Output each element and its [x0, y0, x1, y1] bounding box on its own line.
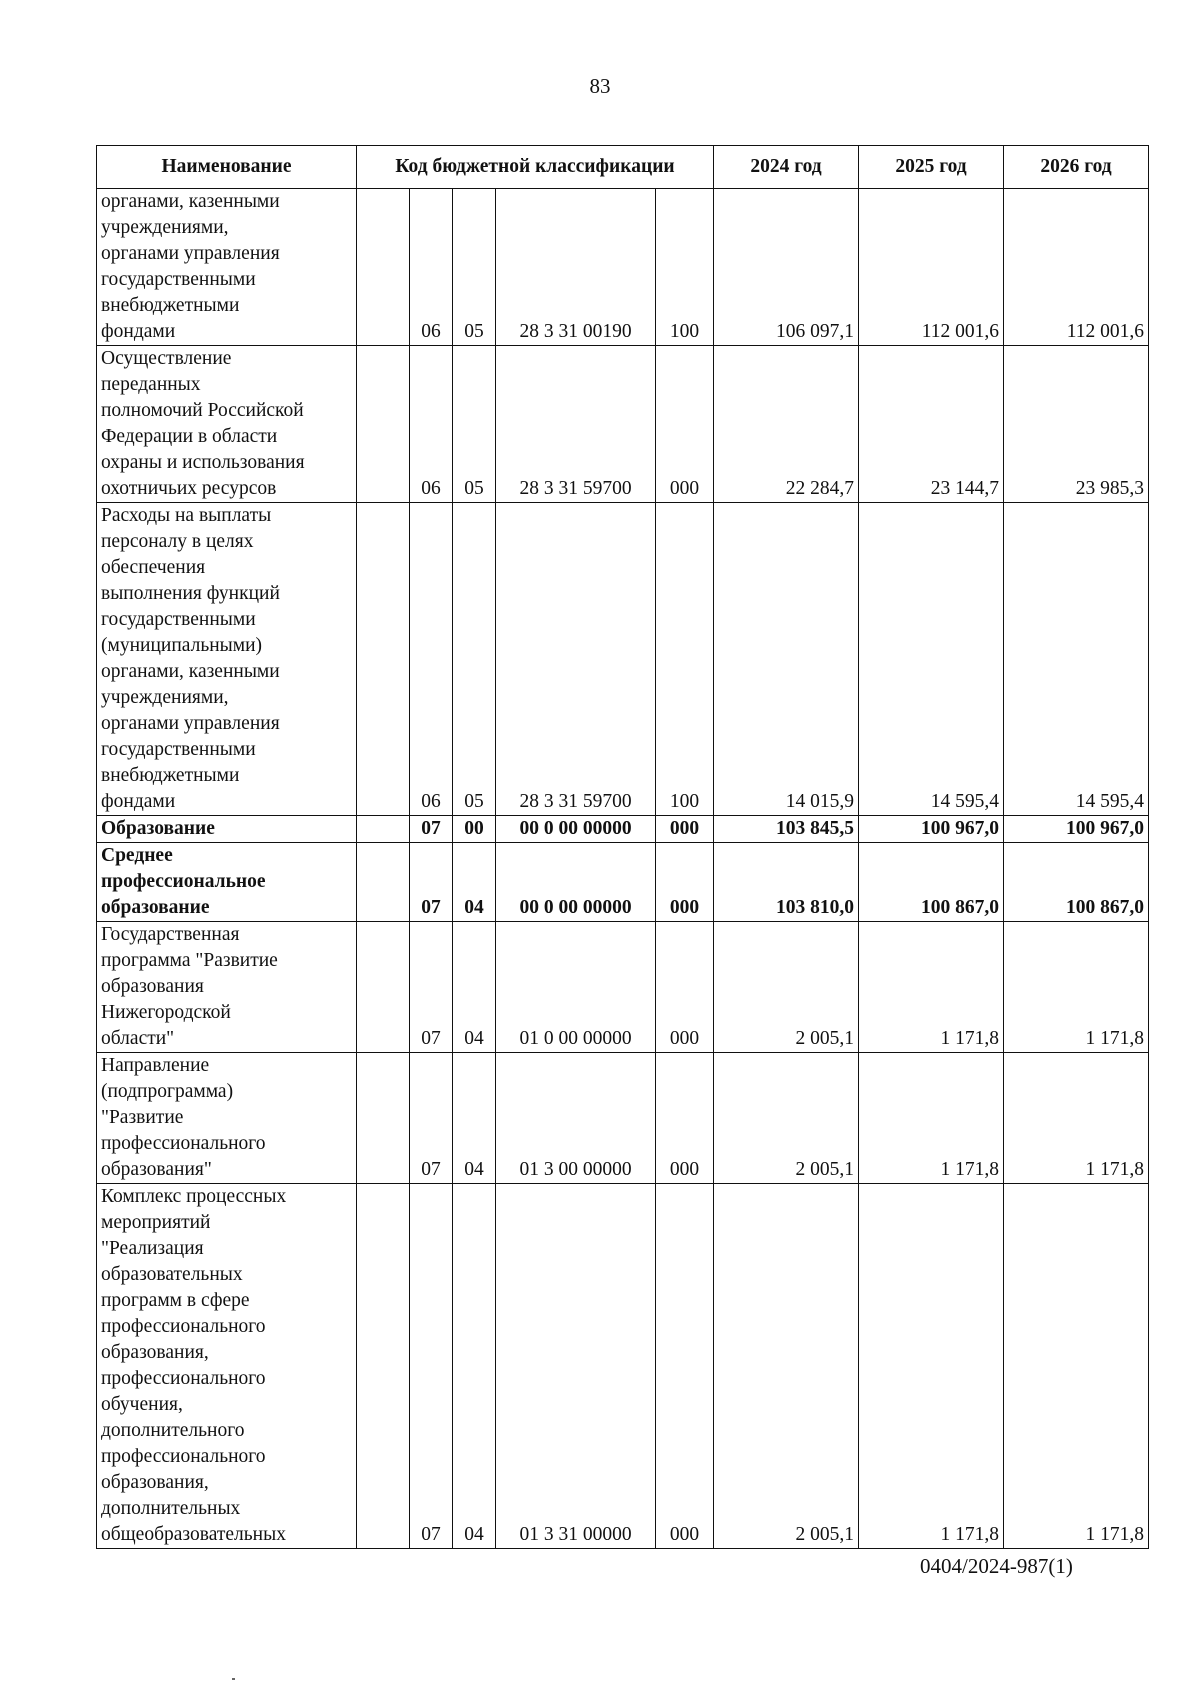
row-name — [97, 346, 357, 503]
target-article-code: 00 0 00 00000 — [496, 816, 656, 843]
section-code: 06 — [410, 346, 453, 503]
row-name-line: фондами — [101, 321, 176, 342]
subsection-code: 04 — [453, 843, 496, 922]
row-name-line: программ в сфере — [101, 1290, 250, 1311]
expense-type-code: 100 — [656, 503, 714, 816]
scan-artifact — [232, 1678, 235, 1680]
table-body — [97, 189, 1149, 1549]
row-name-line: Направление — [101, 1055, 210, 1076]
row-name-line: общеобразовательных — [101, 1524, 286, 1545]
amount-2024: 106 097,1 — [714, 189, 859, 346]
document-id: 0404/2024-987(1) — [920, 1554, 1073, 1578]
row-name-line: внебюджетными — [101, 295, 240, 316]
row-name-line: учреждениями, — [101, 687, 229, 708]
row-name-line: органами, казенными — [101, 191, 280, 212]
amount-2025: 23 144,7 — [859, 346, 1004, 503]
page-number: 83 — [589, 74, 611, 98]
empty-code-cell — [357, 346, 410, 503]
row-name-line: Расходы на выплаты — [101, 505, 272, 526]
row-name-line: переданных — [101, 374, 201, 395]
expense-type-code: 000 — [656, 843, 714, 922]
header-2026: 2026 год — [1004, 146, 1149, 189]
row-name — [97, 922, 357, 1053]
row-name-line: образования, — [101, 1472, 209, 1493]
row-name-line: дополнительного — [101, 1420, 245, 1441]
subsection-code: 04 — [453, 922, 496, 1053]
target-article-code: 28 3 31 59700 — [496, 346, 656, 503]
table-row — [97, 843, 1149, 922]
row-name-line: профессионального — [101, 1133, 266, 1154]
row-name — [97, 503, 357, 816]
row-name-line: Государственная — [101, 924, 240, 945]
row-name-line: Среднее — [101, 845, 173, 866]
table-header-row — [97, 146, 1149, 189]
row-name — [97, 843, 357, 922]
row-name-line: "Реализация — [101, 1238, 204, 1259]
amount-2026: 14 595,4 — [1004, 503, 1149, 816]
empty-code-cell — [357, 922, 410, 1053]
section-code: 06 — [410, 503, 453, 816]
row-name-line: обеспечения — [101, 557, 206, 578]
row-name-line: полномочий Российской — [101, 400, 304, 421]
section-code: 06 — [410, 189, 453, 346]
amount-2025: 112 001,6 — [859, 189, 1004, 346]
expense-type-code: 000 — [656, 1053, 714, 1184]
amount-2025: 100 867,0 — [859, 843, 1004, 922]
amount-2024: 2 005,1 — [714, 1053, 859, 1184]
header-2025: 2025 год — [859, 146, 1004, 189]
row-name — [97, 1053, 357, 1184]
table-row — [97, 922, 1149, 1053]
row-name-line: Федерации в области — [101, 426, 278, 447]
row-name-line: Нижегородской — [101, 1002, 231, 1023]
header-2024: 2024 год — [714, 146, 859, 189]
subsection-code: 00 — [453, 816, 496, 843]
amount-2026: 1 171,8 — [1004, 922, 1149, 1053]
amount-2026: 100 967,0 — [1004, 816, 1149, 843]
row-name-line: профессионального — [101, 1316, 266, 1337]
expense-type-code: 100 — [656, 189, 714, 346]
row-name-line: органами, казенными — [101, 661, 280, 682]
expense-type-code: 000 — [656, 922, 714, 1053]
amount-2025: 100 967,0 — [859, 816, 1004, 843]
row-name-line: мероприятий — [101, 1212, 211, 1233]
target-article-code: 01 3 31 00000 — [496, 1184, 656, 1549]
amount-2024: 22 284,7 — [714, 346, 859, 503]
section-code: 07 — [410, 922, 453, 1053]
amount-2025: 1 171,8 — [859, 1053, 1004, 1184]
table-row — [97, 1053, 1149, 1184]
row-name-line: профессионального — [101, 1446, 266, 1467]
target-article-code: 00 0 00 00000 — [496, 843, 656, 922]
row-name-line: органами управления — [101, 243, 280, 264]
empty-code-cell — [357, 843, 410, 922]
subsection-code: 05 — [453, 503, 496, 816]
empty-code-cell — [357, 816, 410, 843]
row-name-line: (муниципальными) — [101, 635, 263, 656]
row-name-line: учреждениями, — [101, 217, 229, 238]
row-name-line: дополнительных — [101, 1498, 241, 1519]
target-article-code: 01 0 00 00000 — [496, 922, 656, 1053]
row-name-line: охраны и использования — [101, 452, 305, 473]
row-name-line: образования" — [101, 1159, 212, 1180]
row-name — [97, 189, 357, 346]
table-row — [97, 503, 1149, 816]
amount-2024: 103 845,5 — [714, 816, 859, 843]
target-article-code: 28 3 31 00190 — [496, 189, 656, 346]
row-name-line: персоналу в целях — [101, 531, 254, 552]
row-name-line: обучения, — [101, 1394, 183, 1415]
header-code: Код бюджетной классификации — [357, 146, 714, 189]
row-name-line: образовательных — [101, 1264, 243, 1285]
budget-table — [96, 145, 1149, 1549]
target-article-code: 01 3 00 00000 — [496, 1053, 656, 1184]
expense-type-code: 000 — [656, 346, 714, 503]
row-name-line: (подпрограмма) — [101, 1081, 234, 1102]
row-name-line: Осуществление — [101, 348, 232, 369]
empty-code-cell — [357, 1053, 410, 1184]
amount-2025: 1 171,8 — [859, 1184, 1004, 1549]
subsection-code: 05 — [453, 189, 496, 346]
subsection-code: 04 — [453, 1053, 496, 1184]
row-name-line: Комплекс процессных — [101, 1186, 287, 1207]
row-name-line: образование — [101, 897, 210, 918]
amount-2025: 1 171,8 — [859, 922, 1004, 1053]
amount-2024: 2 005,1 — [714, 922, 859, 1053]
row-name-line: выполнения функций — [101, 583, 280, 604]
empty-code-cell — [357, 503, 410, 816]
row-name-line: "Развитие — [101, 1107, 184, 1128]
section-code: 07 — [410, 816, 453, 843]
row-name-line: образования — [101, 976, 204, 997]
empty-code-cell — [357, 1184, 410, 1549]
section-code: 07 — [410, 1184, 453, 1549]
expense-type-code: 000 — [656, 816, 714, 843]
subsection-code: 04 — [453, 1184, 496, 1549]
row-name-line: профессиональное — [101, 871, 266, 892]
amount-2025: 14 595,4 — [859, 503, 1004, 816]
table-row — [97, 1184, 1149, 1549]
table-row — [97, 816, 1149, 843]
row-name — [97, 1184, 357, 1549]
row-name-line: органами управления — [101, 713, 280, 734]
amount-2024: 2 005,1 — [714, 1184, 859, 1549]
row-name-line: государственными — [101, 609, 256, 630]
row-name-line: области" — [101, 1028, 175, 1049]
section-code: 07 — [410, 843, 453, 922]
amount-2026: 23 985,3 — [1004, 346, 1149, 503]
amount-2026: 100 867,0 — [1004, 843, 1149, 922]
amount-2024: 14 015,9 — [714, 503, 859, 816]
header-name: Наименование — [97, 146, 357, 189]
empty-code-cell — [357, 189, 410, 346]
row-name-line: государственными — [101, 269, 256, 290]
table-row — [97, 189, 1149, 346]
row-name-line: программа "Развитие — [101, 950, 278, 971]
row-name-line: государственными — [101, 739, 256, 760]
table-row — [97, 346, 1149, 503]
row-name-line: профессионального — [101, 1368, 266, 1389]
amount-2026: 1 171,8 — [1004, 1053, 1149, 1184]
row-name — [97, 816, 357, 843]
row-name-line: охотничьих ресурсов — [101, 478, 277, 499]
row-name-line: Образование — [101, 818, 215, 839]
row-name-line: образования, — [101, 1342, 209, 1363]
row-name-line: внебюджетными — [101, 765, 240, 786]
subsection-code: 05 — [453, 346, 496, 503]
amount-2024: 103 810,0 — [714, 843, 859, 922]
expense-type-code: 000 — [656, 1184, 714, 1549]
row-name-line: фондами — [101, 791, 176, 812]
amount-2026: 112 001,6 — [1004, 189, 1149, 346]
section-code: 07 — [410, 1053, 453, 1184]
amount-2026: 1 171,8 — [1004, 1184, 1149, 1549]
target-article-code: 28 3 31 59700 — [496, 503, 656, 816]
